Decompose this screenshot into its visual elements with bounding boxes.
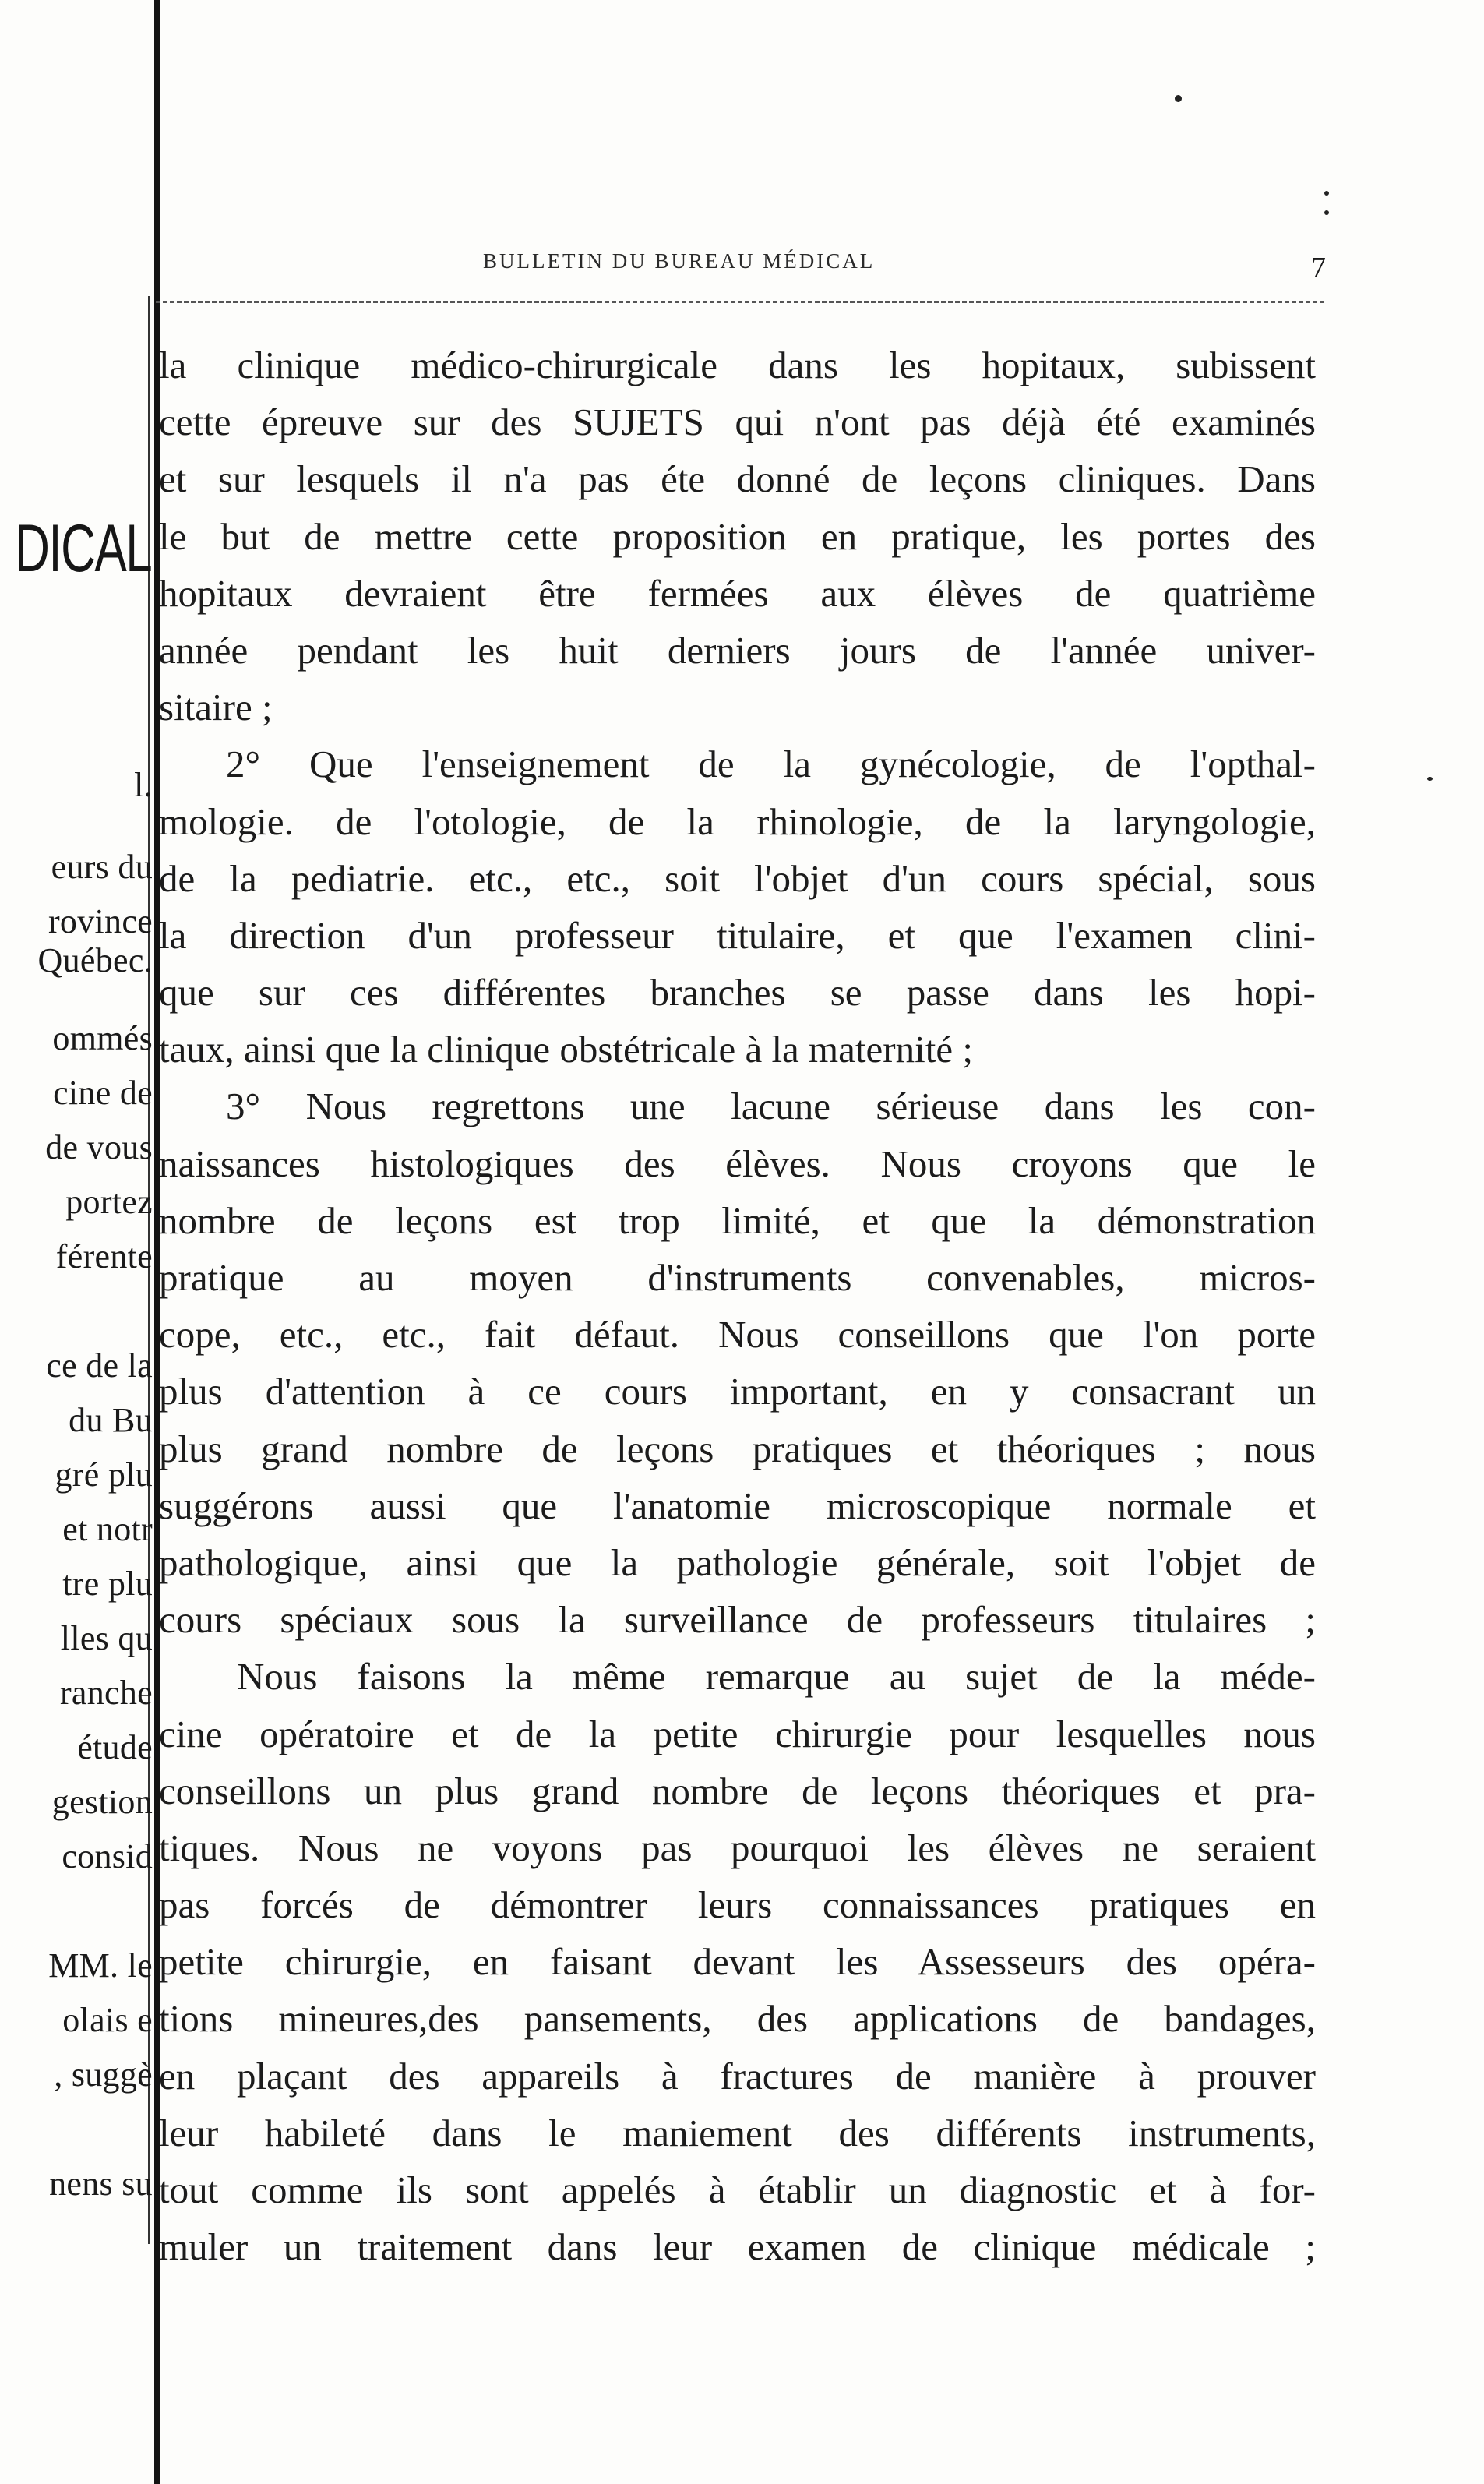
text-line: cours spéciaux sous la surveillance de professeurs titulaires ;	[159, 1598, 1316, 1642]
facing-page-line: et notr	[62, 1510, 153, 1548]
text-line: cope, etc., etc., fait défaut. Nous conseillons que l'on porte	[159, 1313, 1316, 1357]
facing-page-line: rovince	[48, 902, 153, 940]
text-line: le but de mettre cette proposition en pratique, les portes des	[159, 514, 1316, 558]
text-line: cette épreuve sur des SUJETS qui n'ont pas déjà été examinés	[159, 400, 1316, 444]
facing-page-line: gestion	[51, 1783, 153, 1821]
facing-page-line: olais e	[62, 2001, 153, 2039]
speck	[1324, 210, 1329, 215]
facing-page-line: de vous	[45, 1128, 153, 1166]
facing-page-line: l.	[134, 766, 153, 804]
page-number: 7	[1311, 252, 1326, 284]
text-line: en plaçant des appareils à fractures de manière à prouver	[159, 2054, 1316, 2098]
text-line: naissances histologiques des élèves. Nous croyons que le	[159, 1141, 1316, 1185]
text-line: taux, ainsi que la clinique obstétricale à la maternité ;	[159, 1028, 973, 1071]
text-line: plus grand nombre de leçons pratiques et théoriques ; nous	[159, 1427, 1316, 1470]
text-line: la clinique médico-chirurgicale dans les hopitaux, subissent	[159, 344, 1316, 386]
text-line: année pendant les huit derniers jours de l'année univer-	[159, 628, 1316, 672]
speck	[1175, 95, 1182, 102]
facing-page-line: MM. le	[48, 1946, 153, 1985]
text-line: petite chirurgie, en faisant devant les Assesseurs des opéra-	[159, 1940, 1316, 1984]
text-line: pratique au moyen d'instruments convenables, micros-	[159, 1256, 1316, 1299]
text-line: tout comme ils sont appelés à établir un diagnostic et à for-	[159, 2168, 1316, 2211]
speck	[1324, 191, 1329, 196]
text-line: de la pediatrie. etc., etc., soit l'objet d'un cours spécial, sous	[159, 856, 1316, 900]
running-header: BULLETIN DU BUREAU MÉDICAL	[483, 249, 876, 273]
facing-page-line: férente	[55, 1237, 153, 1276]
facing-page-line: étude	[77, 1728, 153, 1766]
body-text	[159, 337, 1316, 2275]
facing-page-line: ranche	[59, 1674, 153, 1712]
facing-page-line: portez	[65, 1183, 153, 1221]
facing-page-line: tre plu	[62, 1565, 153, 1603]
text-line: tiques. Nous ne voyons pas pourquoi les élèves ne seraient	[159, 1826, 1316, 1869]
text-line: nombre de leçons est trop limité, et que la démonstration	[159, 1198, 1316, 1242]
facing-masthead-fragment: DICAL	[14, 511, 151, 586]
text-line: et sur lesquels il n'a pas éte donné de leçons cliniques. Dans	[159, 457, 1316, 501]
text-line: Nous faisons la même remarque au sujet de la méde-	[237, 1655, 1316, 1699]
text-line: leur habileté dans le maniement des différents instruments,	[159, 2111, 1316, 2154]
facing-page-line: gré plu	[55, 1455, 153, 1494]
facing-page-line: ce de la	[46, 1346, 153, 1385]
text-line: la direction d'un professeur titulaire, et que l'examen clini-	[159, 913, 1316, 957]
text-line: sitaire ;	[159, 686, 273, 729]
text-line: hopitaux devraient être fermées aux élèves de quatrième	[159, 571, 1316, 615]
facing-page-line: cine de	[53, 1074, 153, 1112]
facing-page-fragment	[0, 0, 153, 2484]
speck	[1427, 777, 1433, 781]
facing-page-line: du Bu	[69, 1401, 153, 1439]
text-line: cine opératoire et de la petite chirurgie pour lesquelles nous	[159, 1712, 1316, 1755]
text-line: pathologique, ainsi que la pathologie générale, soit l'objet de	[159, 1540, 1316, 1584]
header-rule	[156, 301, 1324, 303]
text-line: pas forcés de démontrer leurs connaissances pratiques en	[159, 1883, 1316, 1927]
facing-page-line: lles qu	[60, 1619, 153, 1657]
text-line: conseillons un plus grand nombre de leçons théoriques et pra-	[159, 1769, 1316, 1812]
facing-page-line: , suggè	[54, 2055, 153, 2094]
facing-page-line: Québec.	[37, 941, 153, 979]
text-line: que sur ces différentes branches se passe dans les hopi-	[159, 971, 1316, 1014]
text-line: plus d'attention à ce cours important, en y consacrant un	[159, 1370, 1316, 1413]
text-line: mologie. de l'otologie, de la rhinologie, de la laryngologie,	[159, 799, 1316, 843]
facing-page-line: nens su	[49, 2165, 153, 2203]
text-line: 3° Nous regrettons une lacune sérieuse dans les con-	[226, 1085, 1316, 1128]
facing-page-line: eurs du	[51, 848, 153, 886]
facing-page-line: consid	[62, 1837, 153, 1875]
text-line: tions mineures,des pansements, des applications de bandages,	[159, 1997, 1316, 2041]
text-line: muler un traitement dans leur examen de clinique médicale ;	[159, 2225, 1316, 2269]
text-line: 2° Que l'enseignement de la gynécologie, de l'opthal-	[226, 743, 1316, 786]
facing-page-line: ommés	[52, 1019, 153, 1057]
text-line: suggérons aussi que l'anatomie microscopique normale et	[159, 1484, 1316, 1527]
